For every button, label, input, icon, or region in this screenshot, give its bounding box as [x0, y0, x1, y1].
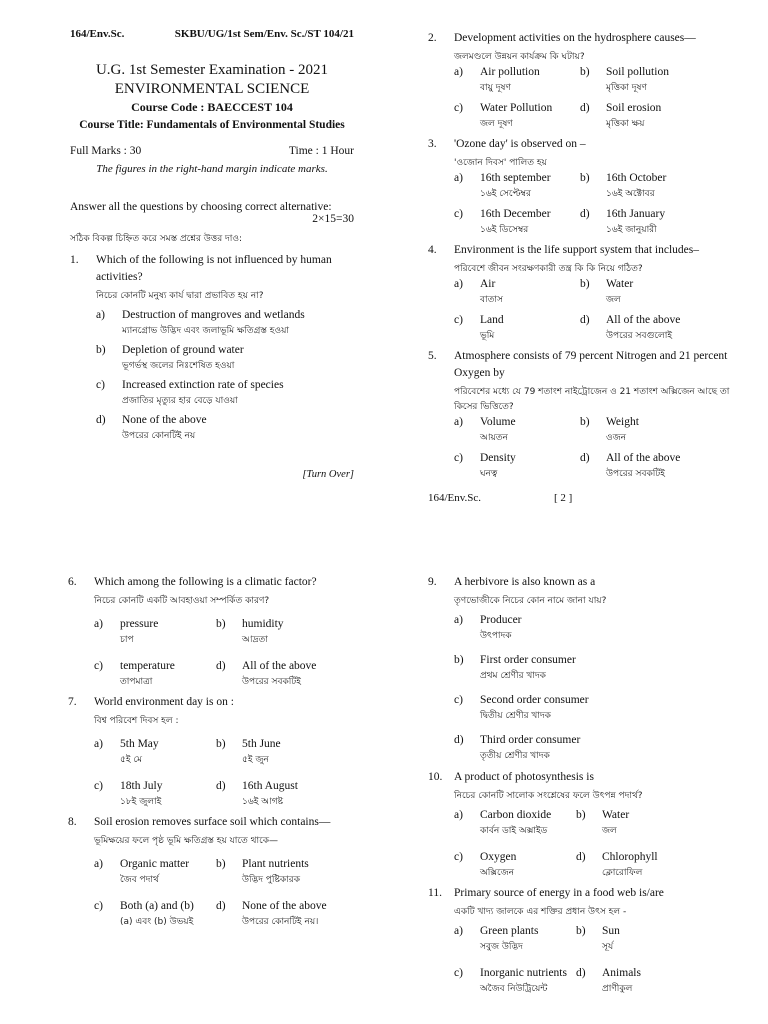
option-label: a)	[454, 614, 463, 626]
option-label: c)	[94, 660, 103, 672]
option-label: c)	[454, 102, 463, 114]
page-4-bottom-right	[384, 512, 768, 1024]
question-10	[428, 769, 748, 885]
option-label: a)	[94, 858, 103, 870]
option-label: c)	[454, 851, 463, 863]
question-number: 1.	[70, 254, 79, 266]
question-number: 2.	[428, 32, 437, 44]
option-text-bn: ঘনত্ব	[480, 469, 498, 479]
option-text: Plant nutrients	[242, 858, 309, 870]
question-text-bn: একটি খাদ্য জালকে এর শক্তির প্রধান উৎস হল -	[454, 907, 627, 917]
course-code: Course Code : BAECCEST 104	[131, 100, 293, 114]
option-text: pressure	[120, 618, 159, 630]
option-text-bn: জৈব পদার্থ	[120, 875, 159, 885]
option-label: d)	[216, 660, 226, 672]
option-text-bn: অক্সিজেন	[480, 868, 515, 878]
option-text: 16th August	[242, 780, 298, 792]
option-text: Water Pollution	[480, 102, 553, 114]
question-text-bn: পরিবেশে জীবন সংরক্ষণকারী তন্ত্র কি কি নিয়ে গঠিত?	[454, 264, 643, 274]
option-text-bn: ভূগর্ভস্থ জলের নিঃশেষিত হওয়া	[122, 361, 235, 371]
option-text-bn: জল	[606, 295, 621, 305]
option-text-bn: আয়তন	[480, 433, 508, 443]
option-text: Animals	[602, 967, 641, 979]
question-text: Atmosphere consists of 79 percent Nitrogen and 21 percent Oxygen by	[454, 350, 728, 379]
marks-row	[70, 145, 354, 157]
question-number: 8.	[68, 816, 77, 828]
option-text: Sun	[602, 925, 620, 937]
page-3-bottom-left	[0, 512, 384, 1024]
option-text-bn: মৃত্তিকা ক্ষয়	[606, 119, 645, 129]
question-text: A herbivore is also known as a	[454, 576, 596, 588]
option-label: d)	[454, 734, 464, 746]
question-text: A product of photosynthesis is	[454, 771, 594, 783]
option-label: d)	[580, 208, 590, 220]
option-label: a)	[454, 66, 463, 78]
option-label: b)	[580, 416, 590, 428]
option-text: All of the above	[242, 660, 317, 672]
option-text: 5th May	[120, 738, 159, 750]
option-text-bn: বাতাস	[480, 295, 503, 305]
option-text: Producer	[480, 614, 522, 626]
question-9	[428, 574, 748, 763]
option-text-bn: ১৬ই অক্টোবর	[606, 189, 655, 199]
question-3	[428, 136, 748, 242]
instruction: Answer all the questions by choosing correct alternative:	[70, 201, 332, 213]
option-text-bn: উপরের সবকটিই	[242, 677, 301, 687]
instruction-bn: সঠিক বিকল্প চিহ্নিত করে সমস্ত প্রশ্নের উত্তর দাও:	[70, 234, 243, 244]
option-text-bn: উপরের সবকটিই	[606, 469, 665, 479]
option-text-bn: ১৮ই জুলাই	[120, 797, 162, 807]
option-label: c)	[454, 694, 463, 706]
option-label: c)	[454, 452, 463, 464]
time-allowed: Time : 1 Hour	[288, 145, 354, 157]
option-text: Air pollution	[480, 66, 540, 78]
header-codes	[70, 28, 354, 40]
page-1-top-left	[0, 0, 384, 512]
question-4	[428, 242, 748, 348]
option-text: Increased extinction rate of species	[122, 379, 284, 391]
option-label: c)	[454, 967, 463, 979]
option-label: b)	[576, 925, 586, 937]
question-number: 7.	[68, 696, 77, 708]
option-text: Chlorophyll	[602, 851, 658, 863]
question-5	[428, 348, 748, 486]
option-text-bn: প্রথম শ্রেণীর খাদক	[480, 671, 546, 681]
question-text-bn: জলমণ্ডলে উন্নয়ন কার্যক্রম কি ঘটায়?	[454, 52, 585, 62]
question-text: Environment is the life support system that includes–	[454, 244, 699, 256]
option-text-bn: প্রজাতির মৃত্যুর হার বেড়ে যাওয়া	[122, 396, 238, 406]
option-text-bn: ৫ই মে	[120, 755, 143, 765]
option-label: b)	[576, 809, 586, 821]
option-text-bn: সবুজ উদ্ভিদ	[480, 942, 523, 952]
option-text: Destruction of mangroves and wetlands	[122, 309, 305, 321]
question-7	[68, 694, 354, 814]
option-text-bn: অজৈব নিউট্রিয়েন্ট	[480, 984, 548, 994]
option-text-bn: ৫ই জুন	[242, 755, 269, 765]
option-label: c)	[454, 208, 463, 220]
option-text-bn: তৃতীয় শ্রেণীর খাদক	[480, 751, 550, 761]
option-text-bn: ওজন	[606, 433, 627, 443]
question-number: 5.	[428, 350, 437, 362]
option-text-bn: ১৬ই আগষ্ট	[242, 797, 284, 807]
option-label: b)	[96, 344, 106, 356]
option-label: a)	[454, 925, 463, 937]
option-text-bn: ভূমি	[480, 331, 495, 341]
question-text-bn: 'ওজোন দিবস' পালিত হয়	[454, 158, 547, 168]
option-text: 18th July	[120, 780, 163, 792]
option-text: 5th June	[242, 738, 281, 750]
course-title: Course Title: Fundamentals of Environmental Studies	[79, 119, 345, 131]
option-text: Volume	[480, 416, 516, 428]
option-text-bn: বায়ু দূষণ	[480, 83, 511, 93]
question-number: 11.	[428, 887, 442, 899]
full-marks: Full Marks : 30	[70, 145, 142, 157]
question-number: 6.	[68, 576, 77, 588]
option-text: Density	[480, 452, 516, 464]
option-text-bn: আদ্রতা	[242, 635, 268, 645]
option-text-bn: উপরের সবগুলোই	[606, 331, 673, 341]
page-footer	[428, 492, 748, 504]
page-2-top-right	[384, 0, 768, 512]
turn-over: [Turn Over]	[302, 469, 354, 480]
marks-formula: 2×15=30	[312, 213, 354, 225]
option-text: Land	[480, 314, 504, 326]
option-text-bn: সূর্য	[602, 942, 614, 952]
option-text-bn: তাপমাত্রা	[120, 677, 153, 687]
option-text-bn: চাপ	[120, 635, 134, 645]
question-2	[428, 30, 748, 136]
question-text: Which of the following is not influenced by human activities?	[96, 254, 332, 283]
option-text: All of the above	[606, 452, 681, 464]
option-label: a)	[454, 809, 463, 821]
option-text: Third order consumer	[480, 734, 581, 746]
option-label: c)	[96, 379, 105, 391]
question-8	[68, 814, 354, 934]
question-text: Development activities on the hydrosphere causes—	[454, 32, 696, 44]
option-text: 16th October	[606, 172, 667, 184]
option-label: b)	[216, 618, 226, 630]
option-text: Water	[602, 809, 630, 821]
margin-note: The figures in the right-hand margin indicate marks.	[96, 163, 328, 175]
option-text: 16th December	[480, 208, 551, 220]
question-text-bn: তৃণভোজীকে নিচের কোন নামে জানা যায়?	[454, 596, 607, 606]
footer-code: 164/Env.Sc.	[428, 492, 482, 504]
option-text-bn: উপরের কোনটিই নয়	[122, 431, 196, 441]
option-text: Carbon dioxide	[480, 809, 552, 821]
option-label: c)	[94, 780, 103, 792]
option-text-bn: জল দূষণ	[480, 119, 513, 129]
option-label: d)	[96, 414, 106, 426]
subject-title: ENVIRONMENTAL SCIENCE	[114, 81, 310, 97]
page-number: [ 2 ]	[554, 492, 573, 504]
option-text-bn: মৃত্তিকা দূষণ	[606, 83, 647, 93]
question-number: 4.	[428, 244, 437, 256]
option-text: Oxygen	[480, 851, 517, 863]
option-text-bn: উৎপাদক	[480, 631, 512, 641]
option-label: a)	[96, 309, 105, 321]
option-text: All of the above	[606, 314, 681, 326]
exam-title: U.G. 1st Semester Examination - 2021	[95, 62, 329, 78]
option-text: Soil erosion	[606, 102, 662, 114]
option-text: Second order consumer	[480, 694, 589, 706]
question-number: 10.	[428, 771, 443, 783]
option-text: 16th January	[606, 208, 666, 220]
ref-code: SKBU/UG/1st Sem/Env. Sc./ST 104/21	[174, 28, 354, 40]
option-text: None of the above	[242, 900, 327, 912]
option-text-bn: জল	[602, 826, 617, 836]
option-label: b)	[580, 66, 590, 78]
question-text: Primary source of energy in a food web is/are	[454, 887, 664, 899]
option-text: humidity	[242, 618, 284, 630]
option-label: b)	[216, 738, 226, 750]
question-6	[68, 574, 354, 694]
option-text-bn: (a) এবং (b) উভয়ই	[120, 917, 194, 927]
option-text: Water	[606, 278, 634, 290]
option-label: d)	[580, 102, 590, 114]
option-text-bn: উদ্ভিদ পুষ্টিকারক	[242, 875, 301, 885]
option-label: d)	[216, 900, 226, 912]
question-text: Which among the following is a climatic factor?	[94, 576, 317, 588]
option-text: Green plants	[480, 925, 539, 937]
option-text: Weight	[606, 416, 639, 428]
option-label: d)	[576, 851, 586, 863]
option-text: 16th september	[480, 172, 551, 184]
option-label: d)	[216, 780, 226, 792]
option-text: Organic matter	[120, 858, 190, 870]
option-label: c)	[94, 900, 103, 912]
option-label: b)	[580, 278, 590, 290]
question-1	[70, 252, 354, 443]
option-text-bn: ১৬ই সেপ্টেম্বর	[480, 189, 531, 199]
option-label: a)	[94, 618, 103, 630]
option-text: Air	[480, 278, 496, 290]
question-text-bn: পরিবেশের মধ্যে যে 79 শতাংশ নাইট্রোজেন ও 21 শতাংশ অক্সিজেন আছে তা কিসের ভিত্তিতে?	[454, 387, 730, 412]
option-label: b)	[216, 858, 226, 870]
option-label: d)	[576, 967, 586, 979]
option-text-bn: প্রাণীকুল	[602, 984, 633, 994]
option-label: a)	[94, 738, 103, 750]
option-text: Inorganic nutrients	[480, 967, 567, 979]
question-text: Soil erosion removes surface soil which contains—	[94, 816, 331, 828]
option-label: a)	[454, 278, 463, 290]
question-text-bn: নিচের কোনটি মনুষ্য কার্য দ্বারা প্রভাবিত হয় না?	[96, 291, 264, 301]
option-text-bn: কার্বন ডাই অক্সাইড	[480, 826, 548, 836]
question-text: 'Ozone day' is observed on –	[454, 138, 586, 150]
option-text: Depletion of ground water	[122, 344, 244, 356]
question-text-bn: ভূমিক্ষয়ের ফলে পৃষ্ঠ ভূমি ক্ষতিগ্রস্ত হয় যাতে থাকে—	[94, 836, 278, 846]
paper-code: 164/Env.Sc.	[70, 28, 125, 40]
option-label: b)	[454, 654, 464, 666]
option-text: None of the above	[122, 414, 207, 426]
option-label: c)	[454, 314, 463, 326]
question-text-bn: বিশ্ব পরিবেশ দিবস হল :	[94, 716, 179, 726]
option-text-bn: ক্লোরোফিল	[602, 868, 643, 878]
question-11	[428, 885, 748, 1001]
option-label: d)	[580, 314, 590, 326]
option-text: Soil pollution	[606, 66, 669, 78]
option-label: b)	[580, 172, 590, 184]
option-text-bn: দ্বিতীয় শ্রেণীর খাদক	[480, 711, 551, 721]
option-label: a)	[454, 172, 463, 184]
question-number: 3.	[428, 138, 437, 150]
question-text: World environment day is on :	[94, 696, 234, 708]
option-label: d)	[580, 452, 590, 464]
question-text-bn: নিচের কোনটি একটি আবহাওয়া সম্পর্কিত কারণ?	[94, 596, 270, 606]
option-text-bn: ম্যানগ্রোভ উদ্ভিদ এবং জলাভূমি ক্ষতিগ্রস্ত হওয়া	[122, 326, 289, 336]
option-text: Both (a) and (b)	[120, 900, 194, 912]
option-text-bn: উপরের কোনটিই নয়।	[242, 917, 319, 927]
question-number: 9.	[428, 576, 437, 588]
option-text: temperature	[120, 660, 175, 672]
option-label: a)	[454, 416, 463, 428]
option-text-bn: ১৬ই জানুয়ারী	[606, 225, 657, 235]
option-text: First order consumer	[480, 654, 576, 666]
question-text-bn: নিচের কোনটি সালোক সংশ্লেষের ফলে উৎপন্ন পদার্থ?	[454, 791, 643, 801]
option-text-bn: ১৬ই ডিসেম্বর	[480, 225, 529, 235]
